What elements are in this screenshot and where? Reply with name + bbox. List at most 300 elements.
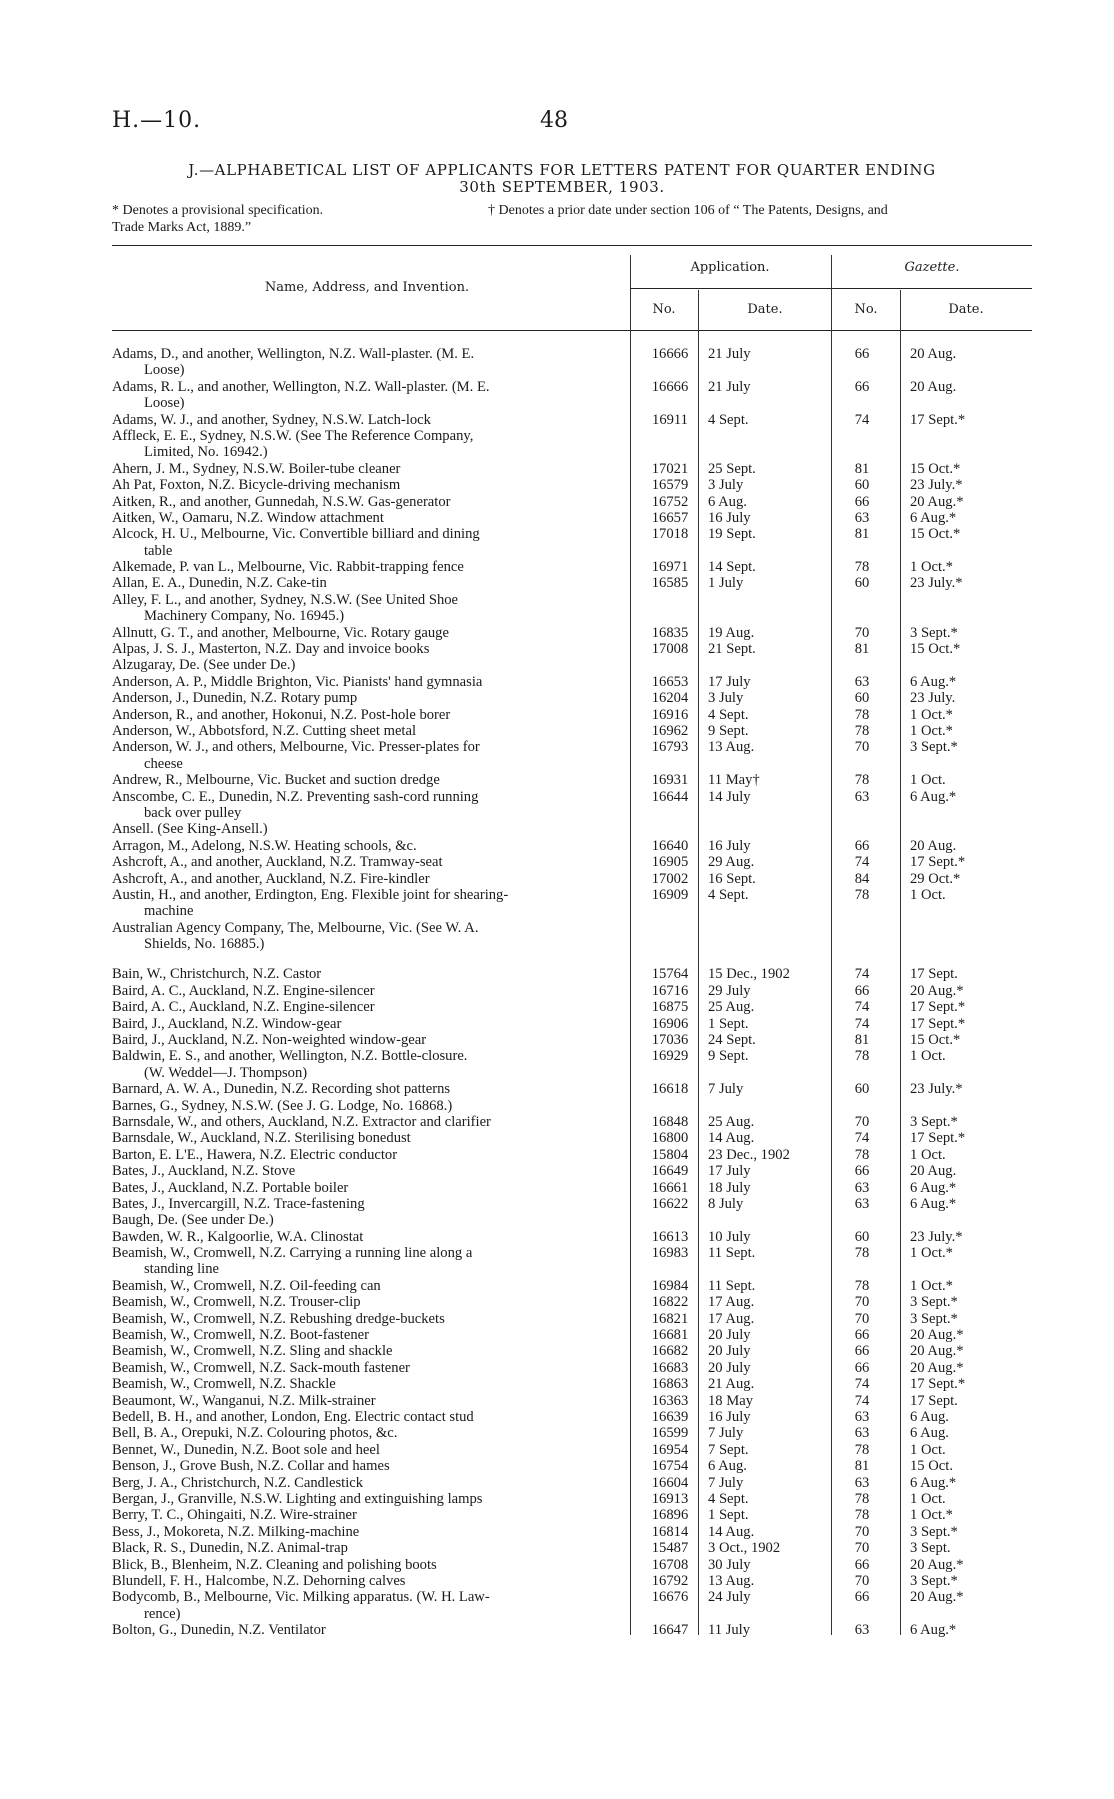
table-row [112,494,1032,510]
application-number: 16579 [651,477,689,494]
applicant-name-invention: Allan, E. A., Dunedin, N.Z. Cake-tin [112,575,327,592]
table-row [112,1622,1032,1638]
application-number: 16863 [651,1376,689,1393]
table-row [112,1245,1032,1261]
gazette-number: 66 [854,1556,870,1573]
table-row-continuation [112,1606,1032,1622]
application-number: 16835 [651,624,689,641]
application-date: 25 Sept. [708,460,756,477]
table-row-continuation [112,444,1032,460]
applicant-name-invention: Berg, J. A., Christchurch, N.Z. Candlestick [112,1474,364,1491]
gazette-number: 63 [854,1474,870,1491]
application-date: 14 Aug. [708,1130,755,1147]
application-date: 3 July [708,477,744,494]
application-number: 16929 [651,1048,689,1065]
gazette-date: 17 Sept. [910,966,958,983]
gazette-number: 70 [854,1113,870,1130]
table-row [112,1114,1032,1130]
applicant-name-invention: standing line [144,1261,219,1278]
applicant-name-invention: Loose) [144,362,185,379]
application-date: 11 Sept. [708,1245,756,1262]
gazette-date: 20 Aug.* [910,1343,964,1360]
gazette-number: 63 [854,1425,870,1442]
applicant-name-invention: Bess, J., Mokoreta, N.Z. Milking-machine [112,1523,360,1540]
application-number: 16661 [651,1179,689,1196]
table-row [112,1196,1032,1212]
table-top-rule [112,245,1032,246]
gazette-number: 84 [854,870,870,887]
gazette-date: 6 Aug.* [910,1195,957,1212]
application-number: 16604 [651,1474,689,1491]
application-date: 21 Sept. [708,641,756,658]
application-number: 16821 [651,1310,689,1327]
application-number: 16204 [651,690,689,707]
gazette-date: 3 Sept.* [910,1572,958,1589]
applicant-name-invention: Bolton, G., Dunedin, N.Z. Ventilator [112,1622,326,1639]
table-row [112,674,1032,690]
gazette-number: 63 [854,1179,870,1196]
gazette-number: 70 [854,1523,870,1540]
applicant-name-invention: Ahern, J. M., Sydney, N.S.W. Boiler-tube cleaner [112,460,401,477]
application-number: 16639 [651,1409,689,1425]
application-date: 16 July [708,1409,751,1425]
gazette-date: 23 July.* [910,1081,963,1098]
gazette-date: 20 Aug.* [910,1589,964,1606]
gazette-date: 15 Oct.* [910,460,961,477]
table-row [112,1180,1032,1196]
gazette-date: 20 Aug.* [910,1359,964,1376]
table-row [112,739,1032,755]
gazette-number: 78 [854,1245,870,1262]
table-row [112,1376,1032,1392]
application-date: 24 July [708,1589,751,1606]
table-row [112,1540,1032,1556]
gazette-date: 15 Oct.* [910,526,961,543]
gazette-number: 78 [854,559,870,576]
table-row [112,657,1032,673]
gazette-date: 15 Oct.* [910,1032,961,1049]
gazette-number: 66 [854,1589,870,1606]
application-number: 16585 [651,575,689,592]
table-row-continuation [112,756,1032,772]
application-number: 16754 [651,1458,689,1475]
table-row [112,1098,1032,1114]
table-row [112,838,1032,854]
application-number: 16653 [651,673,689,690]
gazette-date: 1 Oct.* [910,559,953,576]
gazette-number: 78 [854,772,870,789]
gazette-number: 74 [854,1130,870,1147]
applicant-name-invention: Alpas, J. S. J., Masterton, N.Z. Day and invoice books [112,641,430,658]
applicant-name-invention: Beamish, W., Cromwell, N.Z. Rebushing dredge-buckets [112,1310,445,1327]
table-row [112,1425,1032,1441]
application-date: 13 Aug. [708,739,755,756]
table-row [112,854,1032,870]
applicant-name-invention: Adams, D., and another, Wellington, N.Z. Wall-plaster. (M. E. [112,346,475,362]
application-date: 30 July [708,1556,751,1573]
gazette-date: 3 Sept.* [910,1310,958,1327]
application-date: 11 May† [708,772,760,789]
application-date: 7 July [708,1474,744,1491]
application-date: 18 July [708,1179,751,1196]
applicant-name-invention: Arragon, M., Adelong, N.S.W. Heating schools, &c. [112,837,417,854]
table-row [112,887,1032,903]
gazette-date: 20 Aug. [910,346,957,362]
application-number: 16676 [651,1589,689,1606]
table-row [112,1458,1032,1474]
table-row [112,1475,1032,1491]
table-row [112,999,1032,1015]
applicant-name-invention: Beamish, W., Cromwell, N.Z. Trouser-clip [112,1294,361,1311]
applicant-name-invention: Bates, J., Auckland, N.Z. Portable boiler [112,1179,349,1196]
table-row [112,1442,1032,1458]
applicant-name-invention: Baird, A. C., Auckland, N.Z. Engine-silencer [112,999,375,1016]
gazette-number: 63 [854,788,870,805]
application-number: 16931 [651,772,689,789]
table-row [112,641,1032,657]
application-number: 17008 [651,641,689,658]
application-date: 17 July [708,1163,751,1180]
gazette-date: 3 Sept.* [910,1294,958,1311]
application-number: 16983 [651,1245,689,1262]
application-date: 3 Oct., 1902 [708,1540,781,1557]
application-number: 16666 [651,378,689,395]
application-date: 14 Aug. [708,1523,755,1540]
application-date: 11 Sept. [708,1277,756,1294]
gazette-date: 3 Sept.* [910,1523,958,1540]
table-row [112,1393,1032,1409]
gazette-number: 66 [854,1343,870,1360]
table-row [112,1409,1032,1425]
gazette-number: 81 [854,641,870,658]
application-number: 16905 [651,854,689,871]
table-row [112,412,1032,428]
gazette-number: 74 [854,1392,870,1409]
application-date: 13 Aug. [708,1572,755,1589]
gazette-date: 17 Sept.* [910,411,966,428]
gazette-date: 15 Oct. [910,1458,953,1475]
gazette-number: 78 [854,706,870,723]
application-number: 16618 [651,1081,689,1098]
table-row [112,379,1032,395]
application-date: 21 Aug. [708,1376,755,1393]
note-prior-date-continued: Trade Marks Act, 1889.” [112,220,252,235]
application-number: 15487 [651,1540,689,1557]
table-row [112,1081,1032,1097]
application-date: 16 Sept. [708,870,756,887]
gazette-number: 66 [854,982,870,999]
applicant-name-invention: Baird, J., Auckland, N.Z. Window-gear [112,1015,342,1032]
applicant-name-invention: Benson, J., Grove Bush, N.Z. Collar and hames [112,1458,390,1475]
gazette-date: 1 Oct.* [910,706,953,723]
table-row-continuation [112,1261,1032,1277]
table-row [112,477,1032,493]
gazette-number: 60 [854,690,870,707]
applicant-name-invention: machine [144,903,194,920]
application-date: 18 May [708,1392,753,1409]
applicant-name-invention: Andrew, R., Melbourne, Vic. Bucket and suction dredge [112,772,440,789]
gazette-date: 1 Oct. [910,1441,946,1458]
gazette-date: 6 Aug. [910,1425,949,1442]
gazette-date: 20 Aug. [910,378,957,395]
table-row [112,966,1032,982]
application-date: 14 July [708,788,751,805]
gazette-number: 81 [854,1458,870,1475]
application-date: 6 Aug. [708,493,747,510]
gazette-date: 17 Sept.* [910,1130,966,1147]
gazette-number: 66 [854,378,870,395]
application-date: 4 Sept. [708,1490,749,1507]
applicant-name-invention: Shields, No. 16885.) [144,936,265,953]
application-date: 17 Aug. [708,1310,755,1327]
gazette-number: 70 [854,1540,870,1557]
applicant-name-invention: Bell, B. A., Orepuki, N.Z. Colouring photos, &c. [112,1425,398,1442]
application-date: 25 Aug. [708,1113,755,1130]
application-date: 9 Sept. [708,722,749,739]
column-header-gazette-no: No. [854,302,878,317]
gazette-date: 6 Aug.* [910,1474,957,1491]
applicant-name-invention: Affleck, E. E., Sydney, N.S.W. (See The Reference Company, [112,427,474,444]
applicant-name-invention: rence) [144,1605,181,1622]
application-number: 16681 [651,1327,689,1344]
gazette-number: 81 [854,1032,870,1049]
gazette-date: 1 Oct. [910,1048,946,1065]
application-number: 16683 [651,1359,689,1376]
applicant-name-invention: Bates, J., Auckland, N.Z. Stove [112,1163,296,1180]
gazette-number: 70 [854,1310,870,1327]
gazette-number: 78 [854,1146,870,1163]
applicant-name-invention: table [144,542,173,559]
gazette-date: 23 July.* [910,477,963,494]
application-number: 16622 [651,1195,689,1212]
table-row [112,510,1032,526]
table-row [112,789,1032,805]
table-row-continuation [112,543,1032,559]
applicant-name-invention: Alley, F. L., and another, Sydney, N.S.W. (See United Shoe [112,591,459,608]
application-number: 16708 [651,1556,689,1573]
gazette-date: 20 Aug. [910,837,957,854]
application-date: 7 July [708,1425,744,1442]
table-row [112,1147,1032,1163]
gazette-date: 15 Oct.* [910,641,961,658]
applicant-name-invention: Alzugaray, De. (See under De.) [112,657,296,674]
applicant-name-invention: Black, R. S., Dunedin, N.Z. Animal-trap [112,1540,348,1557]
applicant-name-invention: Ashcroft, A., and another, Auckland, N.Z. Fire-kindler [112,870,430,887]
gazette-number: 66 [854,1327,870,1344]
applicant-name-invention: Barnsdale, W., and others, Auckland, N.Z. Extractor and clarifier [112,1113,491,1130]
table-row [112,1360,1032,1376]
table-row [112,1212,1032,1228]
application-number: 16909 [651,886,689,903]
application-number: 16954 [651,1441,689,1458]
table-row [112,1343,1032,1359]
application-date: 21 July [708,378,751,395]
applicant-name-invention: Berry, T. C., Ohingaiti, N.Z. Wire-strainer [112,1507,357,1524]
table-row [112,983,1032,999]
applicant-name-invention: Blick, B., Blenheim, N.Z. Cleaning and polishing boots [112,1556,437,1573]
application-number: 16649 [651,1163,689,1180]
table-row [112,1294,1032,1310]
gazette-number: 70 [854,739,870,756]
table-row [112,723,1032,739]
gazette-number: 66 [854,493,870,510]
gazette-number: 66 [854,346,870,362]
applicant-name-invention: Bennet, W., Dunedin, N.Z. Boot sole and heel [112,1441,380,1458]
application-date: 4 Sept. [708,706,749,723]
table-row [112,920,1032,936]
table-row [112,1048,1032,1064]
application-number: 16752 [651,493,689,510]
gazette-date: 1 Oct.* [910,722,953,739]
table-row [112,1229,1032,1245]
application-number: 16716 [651,982,689,999]
gazette-number: 70 [854,1572,870,1589]
gazette-number: 66 [854,1163,870,1180]
table-row [112,1573,1032,1589]
table-row [112,625,1032,641]
gazette-number: 63 [854,1622,870,1639]
application-number: 16916 [651,706,689,723]
applicant-name-invention: Beamish, W., Cromwell, N.Z. Carrying a running line along a [112,1245,473,1262]
gazette-date: 20 Aug.* [910,493,964,510]
table-row [112,1016,1032,1032]
gazette-number: 60 [854,1228,870,1245]
application-date: 9 Sept. [708,1048,749,1065]
gazette-number: 63 [854,673,870,690]
application-date: 1 Sept. [708,1015,749,1032]
gazette-date: 20 Aug.* [910,1556,964,1573]
application-date: 16 July [708,837,751,854]
application-number: 16793 [651,739,689,756]
gazette-date: 1 Oct. [910,886,946,903]
table-row [112,690,1032,706]
gazette-date: 1 Oct. [910,772,946,789]
applicant-name-invention: Ansell. (See King-Ansell.) [112,821,268,838]
application-number: 16666 [651,346,689,362]
table-row [112,1311,1032,1327]
gazette-date: 17 Sept. [910,1392,958,1409]
applicant-name-invention: Aitken, R., and another, Gunnedah, N.S.W. Gas-generator [112,493,451,510]
applicant-name-invention: Limited, No. 16942.) [144,444,268,461]
gazette-date: 23 July. [910,690,956,707]
applicant-name-invention: Anderson, R., and another, Hokonui, N.Z. Post-hole borer [112,706,451,723]
application-date: 1 July [708,575,744,592]
gazette-date: 6 Aug.* [910,1179,957,1196]
applicant-name-invention: Barnes, G., Sydney, N.S.W. (See J. G. Lodge, No. 16868.) [112,1097,453,1114]
gazette-date: 6 Aug.* [910,788,957,805]
applicant-name-invention: Beamish, W., Cromwell, N.Z. Shackle [112,1376,336,1393]
application-number: 16971 [651,559,689,576]
column-header-name: Name, Address, and Invention. [264,280,470,295]
gazette-date: 3 Sept. [910,1540,951,1557]
gazette-date: 23 July.* [910,1228,963,1245]
application-date: 4 Sept. [708,886,749,903]
gazette-number: 60 [854,1081,870,1098]
application-number: 15804 [651,1146,689,1163]
application-date: 11 July [708,1622,751,1639]
gazette-date: 17 Sept.* [910,1376,966,1393]
application-date: 20 July [708,1343,751,1360]
applicant-name-invention: Anderson, J., Dunedin, N.Z. Rotary pump [112,690,358,707]
applicant-name-invention: Beamish, W., Cromwell, N.Z. Sling and shackle [112,1343,393,1360]
applicant-name-invention: Bates, J., Invercargill, N.Z. Trace-fastening [112,1195,365,1212]
applicant-name-invention: Barnard, A. W. A., Dunedin, N.Z. Recording shot patterns [112,1081,451,1098]
table-row [112,871,1032,887]
table-row [112,461,1032,477]
application-date: 21 July [708,346,751,362]
column-group-application: Application. [690,260,770,275]
application-number: 16822 [651,1294,689,1311]
application-date: 16 July [708,509,751,526]
page-title [112,162,1012,196]
gazette-number: 60 [854,575,870,592]
gazette-number: 78 [854,1507,870,1524]
table-row [112,1491,1032,1507]
application-number: 16962 [651,722,689,739]
gazette-date: 1 Oct.* [910,1507,953,1524]
table-row-continuation [112,936,1032,952]
applicants-table-body [112,346,1032,1638]
applicant-name-invention: Anderson, W. J., and others, Melbourne, Vic. Presser-plates for [112,739,480,756]
applicant-name-invention: Australian Agency Company, The, Melbourne, Vic. (See W. A. [112,919,479,936]
application-number: 17021 [651,460,689,477]
gazette-date: 6 Aug.* [910,673,957,690]
gazette-date: 17 Sept.* [910,999,966,1016]
application-date: 20 July [708,1327,751,1344]
applicant-name-invention: (W. Weddel—J. Thompson) [144,1064,308,1081]
gazette-date: 29 Oct.* [910,870,961,887]
applicant-name-invention: Baird, A. C., Auckland, N.Z. Engine-silencer [112,982,375,999]
applicant-name-invention: Bain, W., Christchurch, N.Z. Castor [112,966,322,983]
gazette-number: 60 [854,477,870,494]
gazette-number: 78 [854,722,870,739]
gazette-number: 63 [854,1195,870,1212]
application-number: 16647 [651,1622,689,1639]
applicant-name-invention: Blundell, F. H., Halcombe, N.Z. Dehorning calves [112,1572,406,1589]
gazette-date: 1 Oct. [910,1490,946,1507]
table-row-continuation [112,903,1032,919]
gazette-date: 3 Sept.* [910,1113,958,1130]
applicant-name-invention: Alkemade, P. van L., Melbourne, Vic. Rabbit-trapping fence [112,559,464,576]
table-row [112,428,1032,444]
gazette-number: 78 [854,1490,870,1507]
application-number: 16911 [652,411,688,428]
gazette-date: 1 Oct. [910,1146,946,1163]
gazette-label: Gazette. [904,260,960,275]
application-number: 16875 [651,999,689,1016]
document-reference: H.—10. [112,108,202,133]
application-date: 15 Dec., 1902 [708,966,790,983]
gazette-date: 23 July.* [910,575,963,592]
application-date: 17 Aug. [708,1294,755,1311]
gazette-number: 78 [854,1048,870,1065]
application-date: 7 Sept. [708,1441,749,1458]
gazette-date: 3 Sept.* [910,739,958,756]
table-row [112,1557,1032,1573]
applicant-name-invention: Allnutt, G. T., and another, Melbourne, Vic. Rotary gauge [112,624,449,641]
application-date: 6 Aug. [708,1458,747,1475]
title-line-1: J.—ALPHABETICAL LIST OF APPLICANTS FOR LETTERS PATENT FOR QUARTER ENDING [188,161,936,179]
gazette-date: 20 Aug.* [910,982,964,999]
gazette-date: 1 Oct.* [910,1245,953,1262]
column-header-app-no: No. [652,302,676,317]
application-number: 16613 [651,1228,689,1245]
applicant-name-invention: Ah Pat, Foxton, N.Z. Bicycle-driving mechanism [112,477,401,494]
applicant-name-invention: Beamish, W., Cromwell, N.Z. Boot-fastener [112,1327,369,1344]
gazette-number: 81 [854,460,870,477]
gazette-date: 17 Sept.* [910,854,966,871]
applicant-name-invention: Baugh, De. (See under De.) [112,1212,274,1229]
